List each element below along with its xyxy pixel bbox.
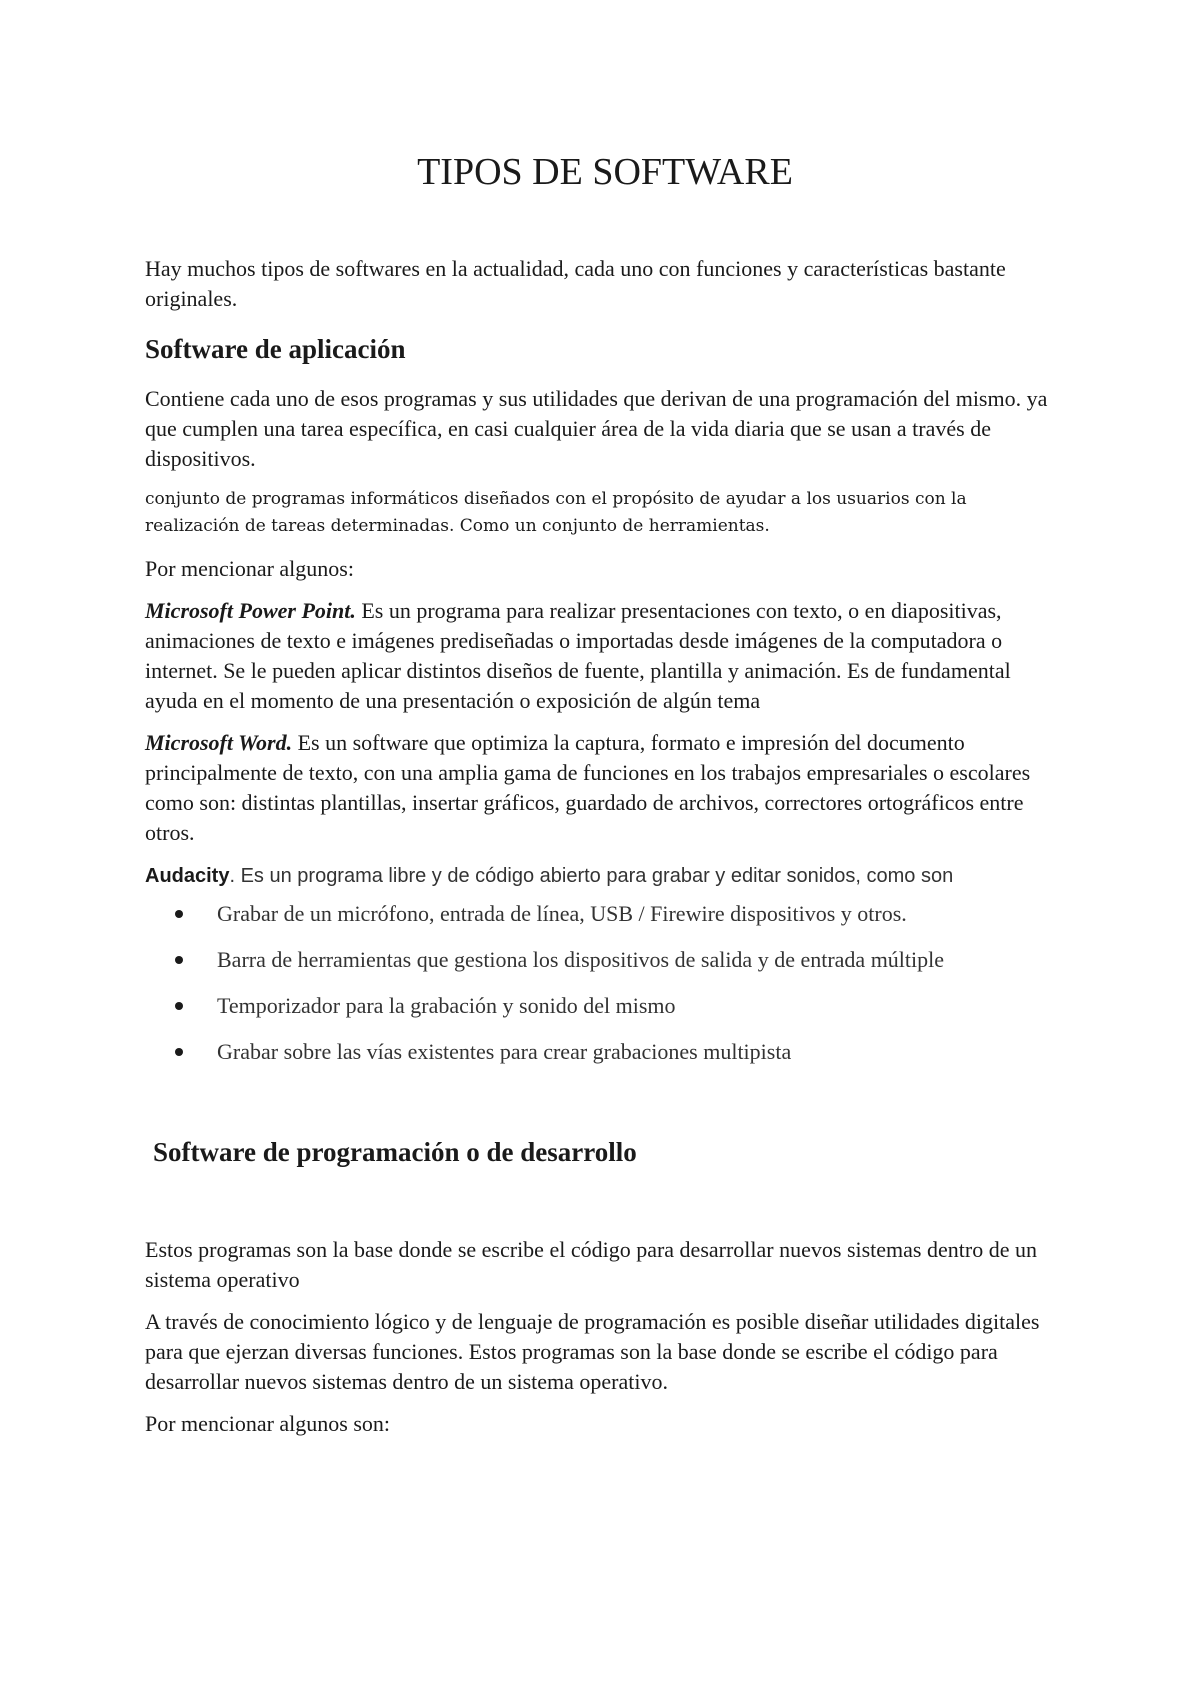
document-body bbox=[145, 150, 1065, 1451]
programacion-paragraph-2: A través de conocimiento lógico y de lenguaje de programación es posible diseñar utilidades digitales para que ejerzan diversas funciones. Estos programas son la base donde se escribe el código para desarrollar nuevos sistemas dentro de un sistema operativo. bbox=[145, 1308, 1040, 1394]
bullet-icon bbox=[175, 910, 183, 918]
programacion-paragraph-1: Estos programas son la base donde se escribe el código para desarrollar nuevos sistemas dentro de un sistema operativo bbox=[145, 1236, 1037, 1292]
bullet-icon bbox=[175, 1002, 183, 1010]
intro-paragraph: Hay muchos tipos de softwares en la actualidad, cada uno con funciones y características bastante originales. bbox=[145, 255, 1006, 311]
item-powerpoint bbox=[145, 596, 1065, 716]
item-powerpoint-text: Es un programa para realizar presentaciones con texto, o en diapositivas, animaciones de texto e imágenes prediseñadas o importadas desde imágenes de la computadora o internet. Se le pueden aplicar distintos diseños de fuente, plantilla y animación. Es de fundamental ayuda en el momento de una presentación o exposición de algún tema bbox=[145, 597, 1011, 713]
aplicacion-paragraph-1: Contiene cada uno de esos programas y sus utilidades que derivan de una programación del mismo. ya que cumplen una tarea específica, en casi cualquier área de la vida diaria que se usan a través de dispositivos. bbox=[145, 385, 1048, 471]
list-item bbox=[175, 899, 1065, 929]
item-word-text: Es un software que optimiza la captura, formato e impresión del documento principalmente de texto, con una amplia gama de funciones en los trabajos empresariales o escolares como son: distintas plantillas, insertar gráficos, guardado de archivos, correctores ortográficos entre otros. bbox=[145, 729, 1031, 845]
list-item bbox=[175, 991, 1065, 1021]
list-item-text: Temporizador para la grabación y sonido del mismo bbox=[217, 992, 676, 1018]
programacion-paragraph-3: Por mencionar algunos son: bbox=[145, 1410, 391, 1436]
document-title: TIPOS DE SOFTWARE bbox=[417, 151, 793, 193]
section-heading-programacion: Software de programación o de desarrollo bbox=[153, 1136, 637, 1167]
list-item-text: Barra de herramientas que gestiona los dispositivos de salida y de entrada múltiple bbox=[217, 946, 945, 972]
item-audacity-text: . Es un programa libre y de código abierto para grabar y editar sonidos, como son bbox=[229, 864, 954, 887]
bullet-icon bbox=[175, 1048, 183, 1056]
aplicacion-paragraph-2: conjunto de programas informáticos diseñados con el propósito de ayudar a los usuarios con la realización de tareas determinadas. Como un conjunto de herramientas. bbox=[145, 488, 967, 536]
list-item bbox=[175, 1037, 1065, 1067]
bullet-icon bbox=[175, 956, 183, 964]
list-item-text: Grabar de un micrófono, entrada de línea, USB / Firewire dispositivos y otros. bbox=[217, 900, 907, 926]
audacity-features-list bbox=[145, 899, 1065, 1067]
aplicacion-paragraph-3: Por mencionar algunos: bbox=[145, 555, 354, 581]
list-item bbox=[175, 945, 1065, 975]
item-word-term: Microsoft Word. bbox=[145, 729, 293, 755]
section-heading-aplicacion: Software de aplicación bbox=[145, 333, 406, 364]
item-audacity-term: Audacity bbox=[145, 864, 230, 887]
list-item-text: Grabar sobre las vías existentes para crear grabaciones multipista bbox=[217, 1038, 792, 1064]
item-word bbox=[145, 728, 1065, 848]
item-audacity bbox=[145, 860, 1065, 891]
item-powerpoint-term: Microsoft Power Point. bbox=[145, 597, 356, 623]
